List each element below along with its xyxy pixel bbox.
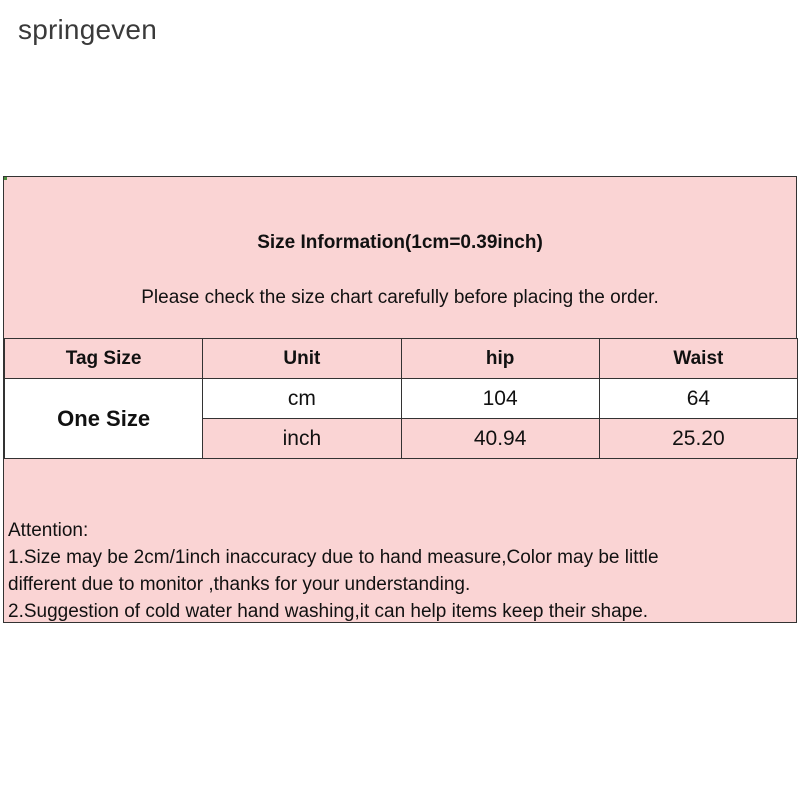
attention-line: 1.Size may be 2cm/1inch inaccuracy due to hand measure,Color may be little	[8, 547, 659, 568]
hip-cell: 40.94	[401, 419, 599, 459]
attention-heading: Attention:	[8, 520, 89, 541]
tag-size-cell: One Size	[5, 379, 203, 459]
size-chart-subtitle: Please check the size chart carefully before placing the order.	[141, 287, 659, 308]
header-tag-size: Tag Size	[5, 339, 203, 379]
size-table	[4, 338, 798, 459]
header-hip: hip	[401, 339, 599, 379]
brand-name: springeven	[18, 14, 157, 45]
hip-cell: 104	[401, 379, 599, 419]
size-chart	[3, 176, 797, 623]
attention-notes	[8, 517, 792, 625]
header-unit: Unit	[203, 339, 401, 379]
size-chart-title: Size Information(1cm=0.39inch)	[257, 232, 543, 253]
unit-cell: inch	[203, 419, 401, 459]
table-row-cm	[5, 379, 798, 419]
waist-cell: 64	[599, 379, 797, 419]
unit-cell: cm	[203, 379, 401, 419]
header-waist: Waist	[599, 339, 797, 379]
corner-mark	[4, 177, 7, 180]
waist-cell: 25.20	[599, 419, 797, 459]
attention-line: different due to monitor ,thanks for your understanding.	[8, 574, 471, 595]
table-header-row	[5, 339, 798, 379]
attention-line: 2.Suggestion of cold water hand washing,it can help items keep their shape.	[8, 601, 649, 622]
